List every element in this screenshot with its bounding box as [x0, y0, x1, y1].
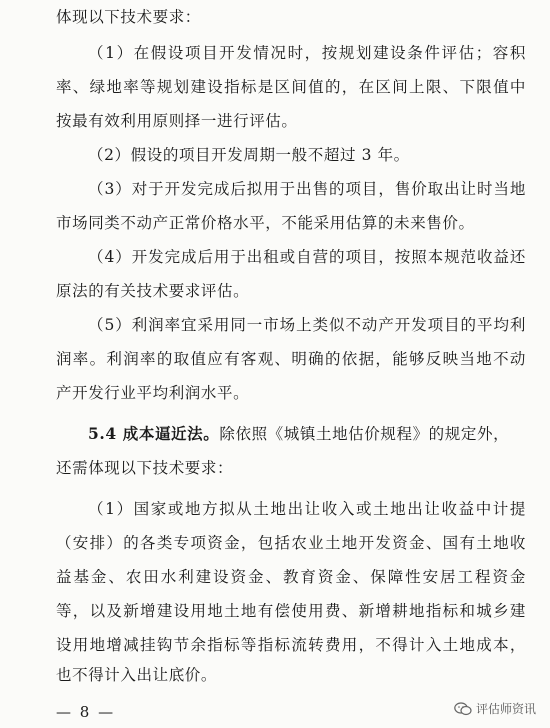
section-5-4-line: [88, 424, 509, 444]
text-line-18: 等，以及新增建设用地土地有偿使用费、新增耕地指标和城乡建: [56, 602, 526, 620]
text-line-3: 率、绿地率等规划建设指标是区间值的，在区间上限、下限值中: [56, 78, 526, 96]
text-line-5: （2）假设的项目开发周期一般不超过 3 年。: [88, 146, 410, 164]
wechat-icon: [454, 702, 472, 716]
text-line-9: 原法的有关技术要求评估。: [56, 282, 250, 300]
text-line-6: （3）对于开发完成后拟用于出售的项目，售价取出让时当地: [88, 180, 526, 198]
text-line-15: （1）国家或地方拟从土地出让收入或土地出让收益中计提: [88, 500, 526, 518]
text-line-20: 也不得计入出让底价。: [56, 666, 218, 684]
watermark-text: 评估师资讯: [475, 702, 536, 716]
section-heading-tail: 规定外，: [444, 425, 510, 443]
section-heading: 5.4 成本逼近法。: [88, 424, 220, 443]
text-line-19: 设用地增减挂钩节余指标等指标流转费用，不得计入土地成本，: [56, 636, 526, 654]
text-line-11: 润率。利润率的取值应有客观、明确的依据，能够反映当地不动: [56, 350, 526, 368]
text-line-17: 益基金、农田水利建设资金、教育资金、保障性安居工程资金: [56, 568, 526, 586]
watermark: [454, 700, 536, 717]
text-line-4: 按最有效利用原则择一进行评估。: [56, 112, 298, 130]
section-heading-rest: 除依照《城镇土地估价规程》的: [219, 425, 445, 443]
text-line-14: 还需体现以下技术要求：: [56, 459, 234, 477]
text-line-8: （4）开发完成后用于出租或自营的项目，按照本规范收益还: [88, 248, 526, 266]
text-line-2: （1）在假设项目开发情况时，按规划建设条件评估；容积: [88, 44, 526, 62]
page-number: — 8 —: [56, 703, 116, 721]
text-line-16: （安排）的各类专项资金，包括农业土地开发资金、国有土地收: [56, 534, 526, 552]
text-line-10: （5）利润率宜采用同一市场上类似不动产开发项目的平均利: [88, 316, 526, 334]
text-line-12: 产开发行业平均利润水平。: [56, 384, 250, 402]
text-line-1: 体现以下技术要求：: [56, 8, 201, 26]
text-line-7: 市场同类不动产正常价格水平，不能采用估算的未来售价。: [56, 214, 475, 232]
